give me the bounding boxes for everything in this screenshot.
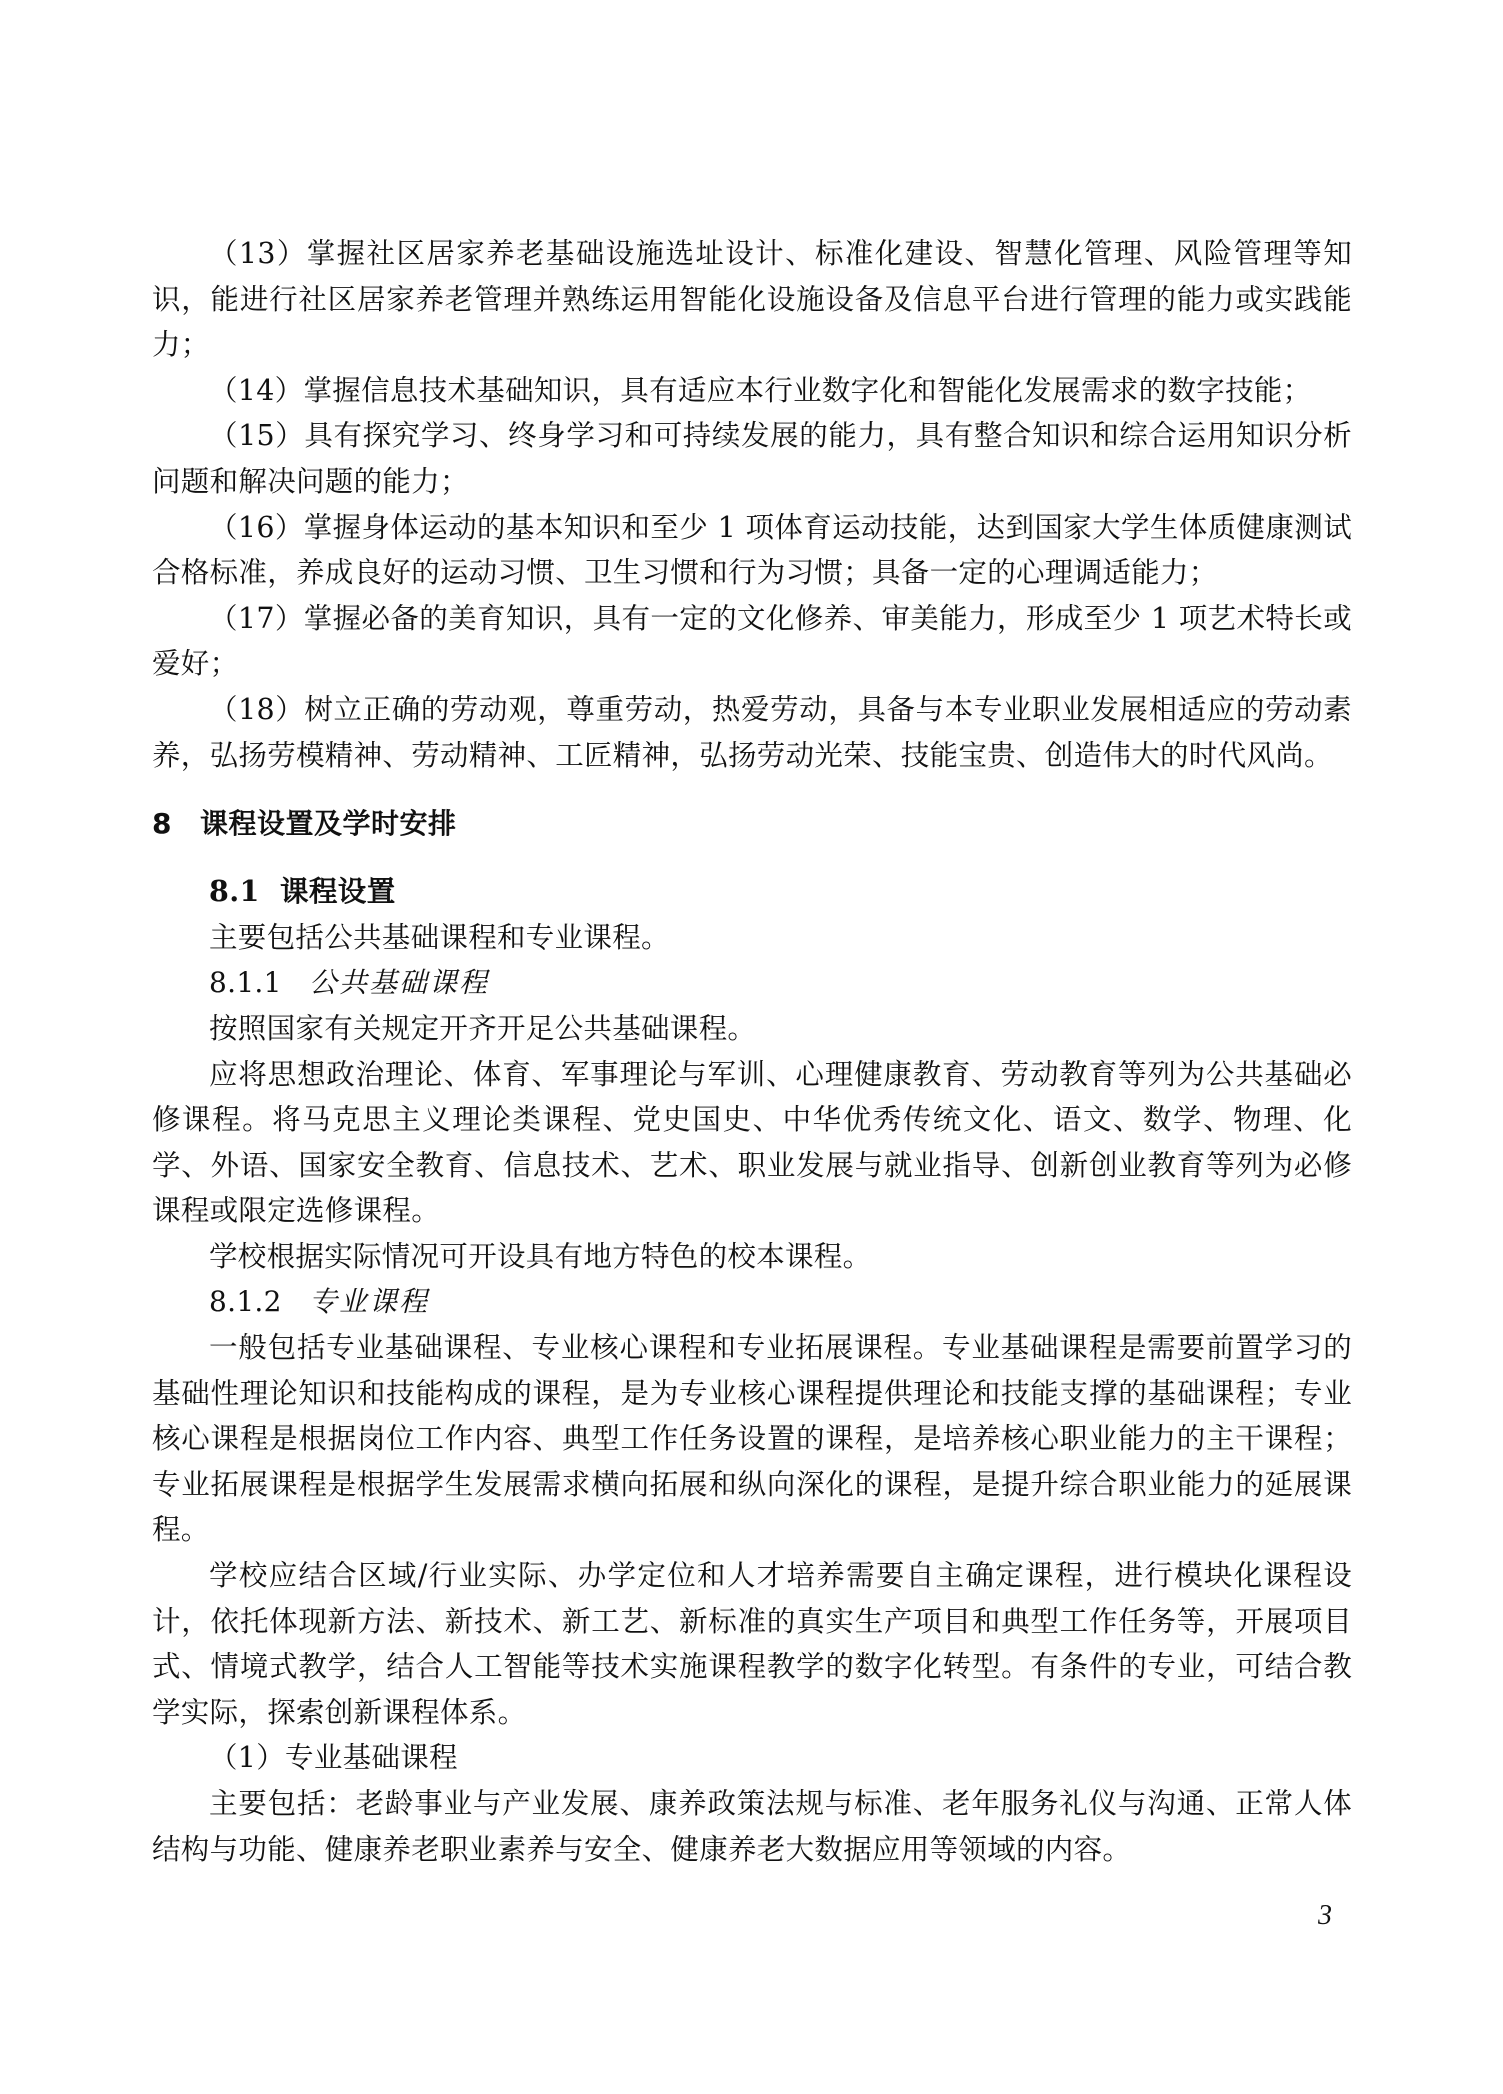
section-8-1-heading	[152, 869, 1352, 915]
page-number: 3	[1318, 1900, 1332, 1931]
section-8-heading	[152, 804, 1352, 844]
section-8-1-2-number: 8.1.2	[209, 1285, 282, 1319]
major-basic-course-paragraph: 主要包括：老龄事业与产业发展、康养政策法规与标准、老年服务礼仪与沟通、正常人体结构与功能、健康养老职业素养与安全、健康养老大数据应用等领域的内容。	[152, 1787, 1352, 1866]
section-8-1-1-number: 8.1.1	[209, 966, 282, 1000]
public-course-paragraph-2: 应将思想政治理论、体育、军事理论与军训、心理健康教育、劳动教育等列为公共基础必修课程。将马克思主义理论类课程、党史国史、中华优秀传统文化、语文、数学、物理、化学、外语、国家安全教育、信息技术、艺术、职业发展与就业指导、创新创业教育等列为必修课程或限定选修课程。	[152, 1057, 1352, 1228]
public-course-paragraph-3: 学校根据实际情况可开设具有地方特色的校本课程。	[209, 1239, 872, 1273]
intro-paragraph: 主要包括公共基础课程和专业课程。	[209, 920, 670, 954]
section-8-title: 课程设置及学时安排	[200, 807, 457, 841]
major-course-paragraph-2: 学校应结合区域/行业实际、办学定位和人才培养需要自主确定课程，进行模块化课程设计，依托体现新方法、新技术、新工艺、新标准的真实生产项目和典型工作任务等，开展项目式、情境式教学，结合人工智能等技术实施课程教学的数字化转型。有条件的专业，可结合教学实际，探索创新课程体系。	[152, 1559, 1352, 1729]
section-8-1-2-title: 专业课程	[309, 1285, 430, 1319]
section-8-1-1-heading	[152, 960, 1352, 1006]
section-8-1-1-title: 公共基础课程	[309, 966, 490, 1000]
item-15: （15）具有探究学习、终身学习和可持续发展的能力，具有整合知识和综合运用知识分析问题和解决问题的能力；	[152, 419, 1352, 498]
document-page	[152, 231, 1352, 1872]
public-course-paragraph-1: 按照国家有关规定开齐开足公共基础课程。	[209, 1011, 757, 1045]
item-18: （18）树立正确的劳动观，尊重劳动，热爱劳动，具备与本专业职业发展相适应的劳动素养，弘扬劳模精神、劳动精神、工匠精神，弘扬劳动光荣、技能宝贵、创造伟大的时代风尚。	[152, 692, 1352, 772]
section-8-1-number: 8.1	[209, 874, 260, 909]
item-14: （14）掌握信息技术基础知识，具有适应本行业数字化和智能化发展需求的数字技能；	[209, 373, 1312, 407]
section-8-1-2-heading	[152, 1279, 1352, 1325]
section-8-number: 8	[152, 807, 172, 841]
item-17: （17）掌握必备的美育知识，具有一定的文化修养、审美能力，形成至少 1 项艺术特长或爱好；	[152, 601, 1352, 681]
item-13: （13）掌握社区居家养老基础设施选址设计、标准化建设、智慧化管理、风险管理等知识，能进行社区居家养老管理并熟练运用智能化设施设备及信息平台进行管理的能力或实践能力；	[152, 237, 1352, 362]
section-8-1-title: 课程设置	[280, 874, 396, 909]
major-basic-course-heading: （1）专业基础课程	[209, 1741, 458, 1775]
major-course-paragraph-1: 一般包括专业基础课程、专业核心课程和专业拓展课程。专业基础课程是需要前置学习的基础性理论知识和技能构成的课程，是为专业核心课程提供理论和技能支撑的基础课程；专业核心课程是根据岗位工作内容、典型工作任务设置的课程，是培养核心职业能力的主干课程；专业拓展课程是根据学生发展需求横向拓展和纵向深化的课程，是提升综合职业能力的延展课程。	[152, 1331, 1352, 1547]
item-16: （16）掌握身体运动的基本知识和至少 1 项体育运动技能，达到国家大学生体质健康测试合格标准，养成良好的运动习惯、卫生习惯和行为习惯；具备一定的心理调适能力；	[152, 510, 1352, 590]
